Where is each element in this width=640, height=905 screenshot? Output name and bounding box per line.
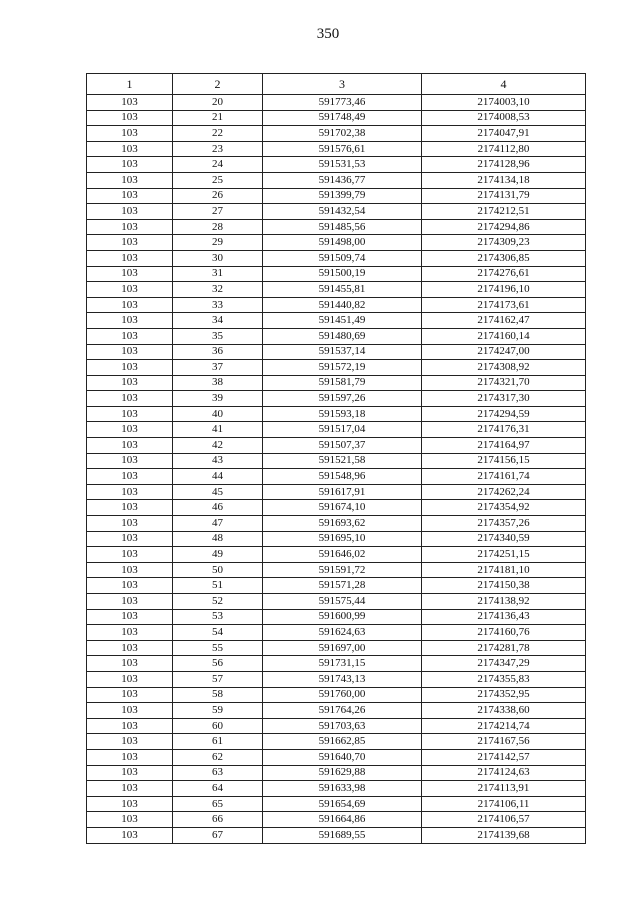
table-cell-col-2: 67 [173, 827, 263, 843]
table-row [87, 282, 586, 298]
table-cell-col-3: 591548,96 [263, 469, 422, 485]
table-cell-col-2: 41 [173, 422, 263, 438]
table-cell-col-1: 103 [87, 827, 173, 843]
table-cell-col-2: 46 [173, 500, 263, 516]
table-row [87, 250, 586, 266]
table-cell-col-4: 2174139,68 [422, 827, 586, 843]
table-row [87, 578, 586, 594]
table-cell-col-4: 2174136,43 [422, 609, 586, 625]
table-cell-col-3: 591640,70 [263, 749, 422, 765]
table-cell-col-1: 103 [87, 656, 173, 672]
table-cell-col-1: 103 [87, 297, 173, 313]
table-cell-col-4: 2174124,63 [422, 765, 586, 781]
table-cell-col-2: 40 [173, 406, 263, 422]
table-row [87, 656, 586, 672]
table-cell-col-4: 2174138,92 [422, 594, 586, 610]
table-cell-col-4: 2174262,24 [422, 484, 586, 500]
table-cell-col-2: 31 [173, 266, 263, 282]
table-cell-col-4: 2174173,61 [422, 297, 586, 313]
table-row [87, 516, 586, 532]
table-cell-col-1: 103 [87, 172, 173, 188]
table-cell-col-1: 103 [87, 126, 173, 142]
table-cell-col-4: 2174106,11 [422, 796, 586, 812]
table-cell-col-3: 591624,63 [263, 625, 422, 641]
table-cell-col-2: 61 [173, 734, 263, 750]
table-cell-col-1: 103 [87, 453, 173, 469]
table-cell-col-2: 52 [173, 594, 263, 610]
table-cell-col-4: 2174047,91 [422, 126, 586, 142]
table-row [87, 172, 586, 188]
table-cell-col-4: 2174176,31 [422, 422, 586, 438]
column-header-3: 3 [263, 74, 422, 95]
table-cell-col-2: 43 [173, 453, 263, 469]
table-row [87, 188, 586, 204]
table-cell-col-3: 591451,49 [263, 313, 422, 329]
table-cell-col-2: 25 [173, 172, 263, 188]
table-cell-col-4: 2174164,97 [422, 438, 586, 454]
table-cell-col-4: 2174181,10 [422, 562, 586, 578]
table-row [87, 375, 586, 391]
table-cell-col-1: 103 [87, 188, 173, 204]
table-cell-col-3: 591764,26 [263, 703, 422, 719]
table-cell-col-1: 103 [87, 469, 173, 485]
table-cell-col-2: 58 [173, 687, 263, 703]
table-cell-col-1: 103 [87, 406, 173, 422]
table-cell-col-1: 103 [87, 703, 173, 719]
table-cell-col-2: 54 [173, 625, 263, 641]
table-cell-col-2: 27 [173, 204, 263, 220]
table-cell-col-2: 64 [173, 781, 263, 797]
table-cell-col-1: 103 [87, 141, 173, 157]
table-cell-col-3: 591572,19 [263, 360, 422, 376]
table-cell-col-1: 103 [87, 282, 173, 298]
table-cell-col-3: 591440,82 [263, 297, 422, 313]
table-cell-col-3: 591537,14 [263, 344, 422, 360]
table-cell-col-3: 591731,15 [263, 656, 422, 672]
table-cell-col-4: 2174347,29 [422, 656, 586, 672]
table-cell-col-1: 103 [87, 110, 173, 126]
table-cell-col-3: 591455,81 [263, 282, 422, 298]
table-row [87, 360, 586, 376]
table-cell-col-2: 57 [173, 671, 263, 687]
table-cell-col-3: 591689,55 [263, 827, 422, 843]
table-cell-col-4: 2174156,15 [422, 453, 586, 469]
table-cell-col-4: 2174142,57 [422, 749, 586, 765]
table-cell-col-2: 63 [173, 765, 263, 781]
table-cell-col-2: 21 [173, 110, 263, 126]
table-cell-col-1: 103 [87, 235, 173, 251]
header-row [87, 74, 586, 95]
table-cell-col-2: 29 [173, 235, 263, 251]
table-cell-col-3: 591629,88 [263, 765, 422, 781]
table-cell-col-2: 60 [173, 718, 263, 734]
table-cell-col-2: 24 [173, 157, 263, 173]
table-cell-col-2: 44 [173, 469, 263, 485]
table-cell-col-3: 591517,04 [263, 422, 422, 438]
table-cell-col-3: 591576,61 [263, 141, 422, 157]
table-cell-col-3: 591748,49 [263, 110, 422, 126]
table-row [87, 749, 586, 765]
table-cell-col-1: 103 [87, 219, 173, 235]
table-cell-col-4: 2174161,74 [422, 469, 586, 485]
table-cell-col-3: 591695,10 [263, 531, 422, 547]
table-cell-col-4: 2174338,60 [422, 703, 586, 719]
table-cell-col-3: 591702,38 [263, 126, 422, 142]
table-cell-col-4: 2174112,80 [422, 141, 586, 157]
table-cell-col-4: 2174003,10 [422, 95, 586, 111]
table-cell-col-1: 103 [87, 671, 173, 687]
table-cell-col-4: 2174306,85 [422, 250, 586, 266]
table-cell-col-3: 591507,37 [263, 438, 422, 454]
table-row [87, 157, 586, 173]
table-body [87, 95, 586, 844]
table-cell-col-3: 591760,00 [263, 687, 422, 703]
table-cell-col-3: 591646,02 [263, 547, 422, 563]
table-cell-col-2: 51 [173, 578, 263, 594]
table-cell-col-1: 103 [87, 344, 173, 360]
table-row [87, 812, 586, 828]
table-cell-col-4: 2174317,30 [422, 391, 586, 407]
coordinates-table-wrapper [86, 73, 586, 844]
column-header-4: 4 [422, 74, 586, 95]
table-cell-col-3: 591617,91 [263, 484, 422, 500]
table-cell-col-2: 33 [173, 297, 263, 313]
table-cell-col-2: 48 [173, 531, 263, 547]
table-row [87, 219, 586, 235]
table-cell-col-3: 591575,44 [263, 594, 422, 610]
table-cell-col-4: 2174113,91 [422, 781, 586, 797]
table-cell-col-4: 2174131,79 [422, 188, 586, 204]
table-cell-col-1: 103 [87, 625, 173, 641]
table-cell-col-3: 591581,79 [263, 375, 422, 391]
table-cell-col-3: 591591,72 [263, 562, 422, 578]
table-cell-col-1: 103 [87, 781, 173, 797]
table-cell-col-4: 2174160,14 [422, 328, 586, 344]
table-row [87, 235, 586, 251]
table-row [87, 328, 586, 344]
table-cell-col-2: 22 [173, 126, 263, 142]
table-cell-col-4: 2174340,59 [422, 531, 586, 547]
coordinates-table [86, 73, 586, 844]
table-cell-col-3: 591571,28 [263, 578, 422, 594]
table-row [87, 609, 586, 625]
table-cell-col-4: 2174281,78 [422, 640, 586, 656]
table-cell-col-2: 23 [173, 141, 263, 157]
table-cell-col-1: 103 [87, 594, 173, 610]
column-header-2: 2 [173, 74, 263, 95]
table-cell-col-1: 103 [87, 95, 173, 111]
table-cell-col-1: 103 [87, 313, 173, 329]
table-cell-col-2: 38 [173, 375, 263, 391]
table-cell-col-3: 591633,98 [263, 781, 422, 797]
table-cell-col-1: 103 [87, 360, 173, 376]
table-cell-col-1: 103 [87, 562, 173, 578]
table-cell-col-3: 591773,46 [263, 95, 422, 111]
table-cell-col-3: 591521,58 [263, 453, 422, 469]
table-cell-col-4: 2174251,15 [422, 547, 586, 563]
table-cell-col-2: 49 [173, 547, 263, 563]
table-cell-col-3: 591597,26 [263, 391, 422, 407]
table-row [87, 827, 586, 843]
table-cell-col-2: 42 [173, 438, 263, 454]
table-cell-col-3: 591703,63 [263, 718, 422, 734]
table-cell-col-1: 103 [87, 734, 173, 750]
table-cell-col-2: 56 [173, 656, 263, 672]
table-cell-col-2: 50 [173, 562, 263, 578]
table-row [87, 266, 586, 282]
table-row [87, 344, 586, 360]
table-row [87, 531, 586, 547]
table-cell-col-3: 591531,53 [263, 157, 422, 173]
table-row [87, 703, 586, 719]
table-cell-col-3: 591432,54 [263, 204, 422, 220]
table-cell-col-1: 103 [87, 250, 173, 266]
table-cell-col-4: 2174354,92 [422, 500, 586, 516]
table-row [87, 625, 586, 641]
table-cell-col-1: 103 [87, 204, 173, 220]
table-cell-col-4: 2174167,56 [422, 734, 586, 750]
table-cell-col-4: 2174321,70 [422, 375, 586, 391]
table-cell-col-3: 591664,86 [263, 812, 422, 828]
table-cell-col-4: 2174196,10 [422, 282, 586, 298]
table-cell-col-3: 591743,13 [263, 671, 422, 687]
table-cell-col-2: 55 [173, 640, 263, 656]
table-cell-col-2: 34 [173, 313, 263, 329]
table-cell-col-4: 2174357,26 [422, 516, 586, 532]
table-cell-col-4: 2174308,92 [422, 360, 586, 376]
table-cell-col-1: 103 [87, 640, 173, 656]
table-cell-col-2: 62 [173, 749, 263, 765]
table-row [87, 594, 586, 610]
table-cell-col-2: 45 [173, 484, 263, 500]
table-cell-col-3: 591498,00 [263, 235, 422, 251]
table-row [87, 734, 586, 750]
table-cell-col-3: 591674,10 [263, 500, 422, 516]
table-cell-col-1: 103 [87, 422, 173, 438]
table-cell-col-2: 20 [173, 95, 263, 111]
table-cell-col-2: 53 [173, 609, 263, 625]
table-cell-col-2: 32 [173, 282, 263, 298]
table-cell-col-4: 2174355,83 [422, 671, 586, 687]
table-row [87, 313, 586, 329]
table-row [87, 453, 586, 469]
table-row [87, 562, 586, 578]
table-cell-col-1: 103 [87, 500, 173, 516]
column-header-1: 1 [87, 74, 173, 95]
table-cell-col-2: 39 [173, 391, 263, 407]
table-cell-col-4: 2174294,59 [422, 406, 586, 422]
table-cell-col-2: 28 [173, 219, 263, 235]
table-cell-col-1: 103 [87, 438, 173, 454]
table-cell-col-1: 103 [87, 796, 173, 812]
table-cell-col-4: 2174247,00 [422, 344, 586, 360]
table-cell-col-1: 103 [87, 484, 173, 500]
table-cell-col-1: 103 [87, 718, 173, 734]
table-cell-col-1: 103 [87, 328, 173, 344]
table-cell-col-4: 2174150,38 [422, 578, 586, 594]
table-cell-col-2: 65 [173, 796, 263, 812]
table-cell-col-1: 103 [87, 391, 173, 407]
table-cell-col-3: 591500,19 [263, 266, 422, 282]
table-row [87, 671, 586, 687]
table-cell-col-4: 2174352,95 [422, 687, 586, 703]
table-row [87, 438, 586, 454]
table-row [87, 204, 586, 220]
table-cell-col-1: 103 [87, 375, 173, 391]
table-cell-col-1: 103 [87, 578, 173, 594]
table-row [87, 391, 586, 407]
table-cell-col-4: 2174294,86 [422, 219, 586, 235]
table-cell-col-2: 30 [173, 250, 263, 266]
table-cell-col-3: 591509,74 [263, 250, 422, 266]
table-row [87, 469, 586, 485]
table-row [87, 547, 586, 563]
table-row [87, 95, 586, 111]
table-row [87, 141, 586, 157]
table-cell-col-1: 103 [87, 812, 173, 828]
table-cell-col-2: 37 [173, 360, 263, 376]
table-row [87, 796, 586, 812]
table-cell-col-3: 591480,69 [263, 328, 422, 344]
table-header [87, 74, 586, 95]
table-cell-col-3: 591399,79 [263, 188, 422, 204]
table-row [87, 687, 586, 703]
table-row [87, 500, 586, 516]
table-cell-col-3: 591654,69 [263, 796, 422, 812]
table-cell-col-2: 35 [173, 328, 263, 344]
table-cell-col-1: 103 [87, 266, 173, 282]
table-cell-col-3: 591662,85 [263, 734, 422, 750]
table-cell-col-1: 103 [87, 547, 173, 563]
table-row [87, 781, 586, 797]
table-cell-col-3: 591485,56 [263, 219, 422, 235]
table-cell-col-4: 2174212,51 [422, 204, 586, 220]
table-row [87, 718, 586, 734]
table-cell-col-4: 2174160,76 [422, 625, 586, 641]
table-cell-col-2: 59 [173, 703, 263, 719]
table-row [87, 422, 586, 438]
table-cell-col-4: 2174276,61 [422, 266, 586, 282]
table-cell-col-1: 103 [87, 516, 173, 532]
page-number: 350 [316, 26, 340, 42]
table-cell-col-2: 36 [173, 344, 263, 360]
table-cell-col-2: 26 [173, 188, 263, 204]
table-cell-col-3: 591436,77 [263, 172, 422, 188]
table-cell-col-2: 47 [173, 516, 263, 532]
table-cell-col-1: 103 [87, 531, 173, 547]
table-cell-col-1: 103 [87, 765, 173, 781]
table-row [87, 640, 586, 656]
table-cell-col-4: 2174128,96 [422, 157, 586, 173]
table-cell-col-1: 103 [87, 609, 173, 625]
table-row [87, 765, 586, 781]
table-row [87, 110, 586, 126]
table-cell-col-4: 2174008,53 [422, 110, 586, 126]
table-cell-col-3: 591600,99 [263, 609, 422, 625]
table-cell-col-4: 2174162,47 [422, 313, 586, 329]
table-cell-col-4: 2174214,74 [422, 718, 586, 734]
table-cell-col-2: 66 [173, 812, 263, 828]
table-cell-col-3: 591693,62 [263, 516, 422, 532]
table-cell-col-4: 2174134,18 [422, 172, 586, 188]
table-cell-col-1: 103 [87, 749, 173, 765]
table-row [87, 126, 586, 142]
table-cell-col-1: 103 [87, 157, 173, 173]
table-cell-col-4: 2174309,23 [422, 235, 586, 251]
table-cell-col-3: 591593,18 [263, 406, 422, 422]
table-cell-col-3: 591697,00 [263, 640, 422, 656]
table-cell-col-1: 103 [87, 687, 173, 703]
table-row [87, 484, 586, 500]
table-row [87, 406, 586, 422]
table-cell-col-4: 2174106,57 [422, 812, 586, 828]
table-row [87, 297, 586, 313]
